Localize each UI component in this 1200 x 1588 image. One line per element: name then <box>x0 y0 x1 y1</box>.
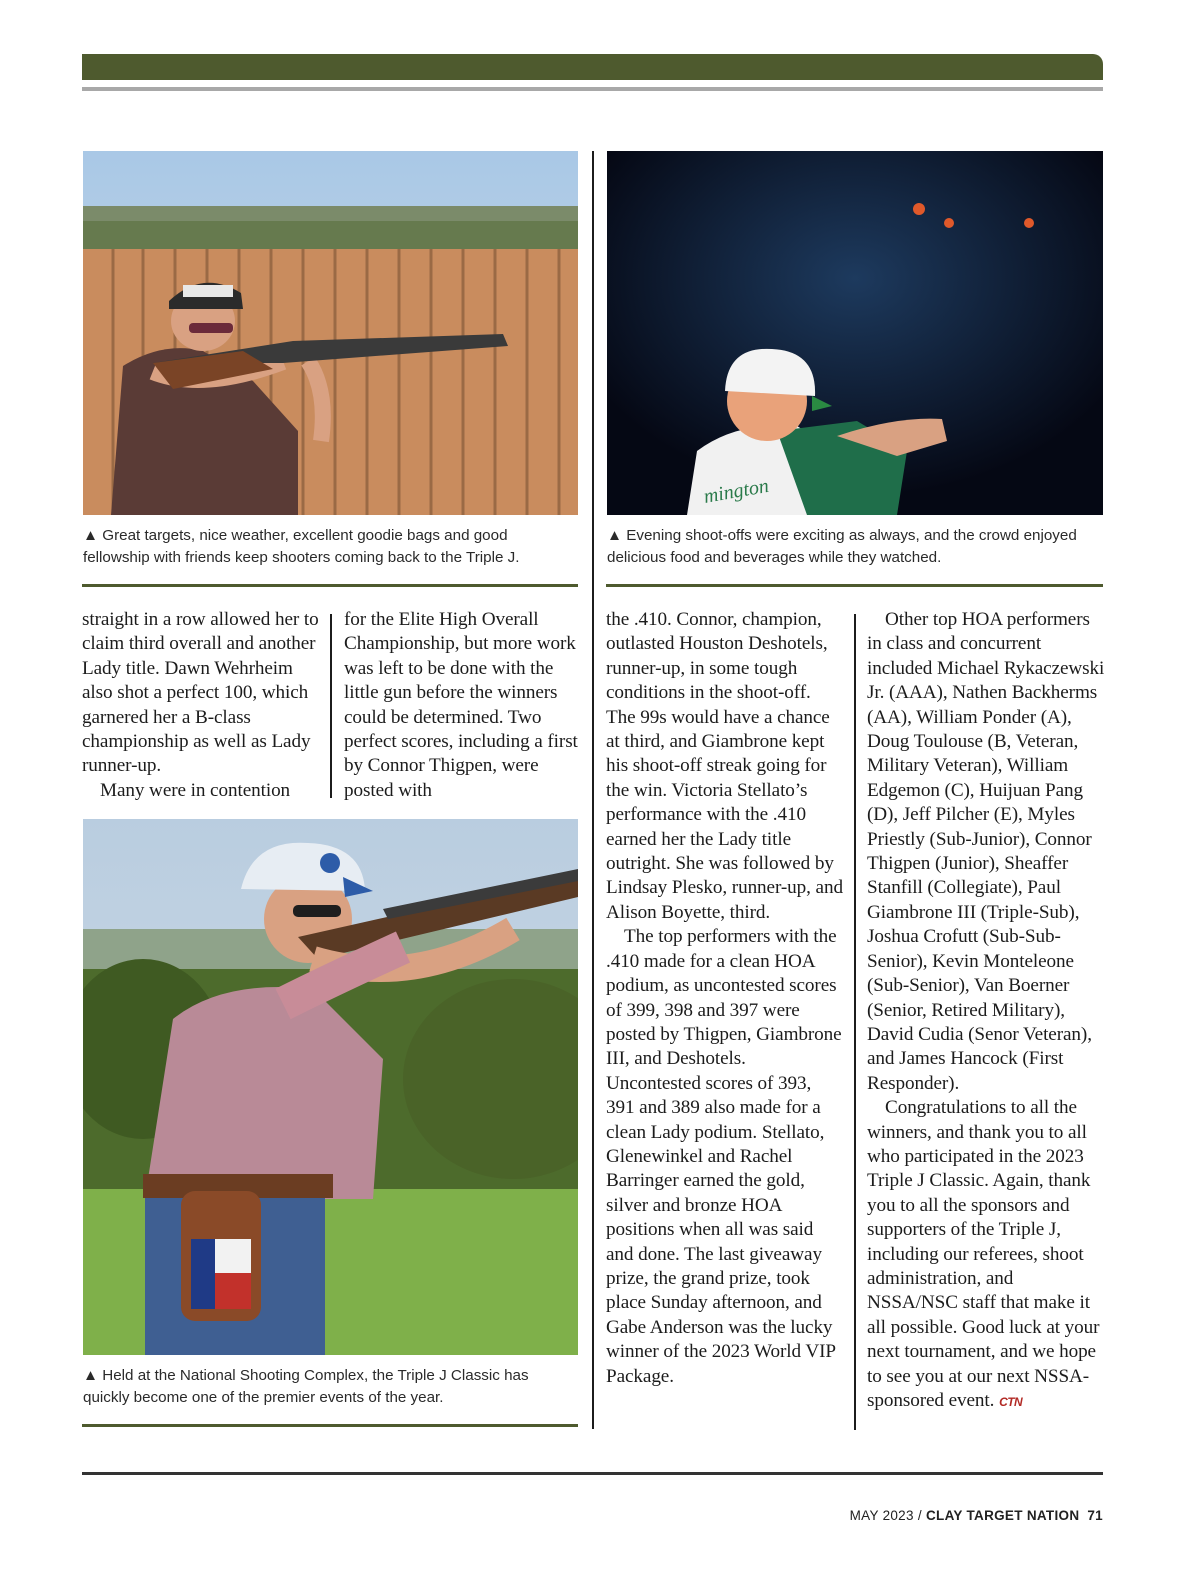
column-divider-center <box>592 151 594 1429</box>
footer-rule <box>82 1472 1103 1475</box>
page-footer <box>850 1508 1103 1523</box>
column-divider-3 <box>854 614 856 1430</box>
paragraph: the .410. Connor, champion, outlasted Houston Deshotels, runner-up, in some tough conditions in the shoot-off. The 99s would have a chance at third, and Giambrone kept his shoot-off streak going for the win. Victoria Stellato’s performance with the .410 earned her the Lady title outright. She was followed by Lindsay Plesko, runner-up, and Alison Boyette, third. <box>606 609 843 923</box>
paragraph: Many were in contention <box>100 779 291 801</box>
article-column-4 <box>867 608 1105 1414</box>
caption-rule-2 <box>606 584 1103 587</box>
paragraph: straight in a row allowed her to claim third overall and another Lady title. Dawn Wehrheim also shot a perfect 100, which garnered her a B-class championship as well as Lady runner-up. <box>82 609 319 777</box>
caption-rule-3 <box>82 1424 578 1427</box>
caption-photo-3: ▲ Held at the National Shooting Complex, the Triple J Classic has quickly become one of the premier events of the year. <box>83 1367 529 1406</box>
footer-magazine-name: CLAY TARGET NATION <box>925 1508 1080 1523</box>
photo-young-shooter <box>83 819 578 1355</box>
article-column-3 <box>606 608 844 1389</box>
header-bar <box>82 54 1103 80</box>
paragraph: for the Elite High Overall Championship, but more work was left to be done with the little gun before the winners could be determined. Two perfect scores, including a first by Connor Thigpen, were posted with <box>344 609 578 801</box>
column-divider-1 <box>330 614 332 798</box>
article-column-2 <box>344 608 579 803</box>
header-rule <box>82 87 1103 91</box>
closing-paragraph-text: Congratulations to all the winners, and thank you to all who participated in the 2023 Triple J Classic. Again, thank you to all the sponsors and supporters of the Triple J, including our referees, shoot administration, and NSSA/NSC staff that make it all possible. Good luck at your next tournament, and we hope to see you at our next NSSA-sponsored event. <box>867 1097 1100 1411</box>
photo-shooter-fence <box>83 151 578 515</box>
end-mark-logo: CTN <box>999 1395 1023 1409</box>
svg-text:mington: mington <box>702 474 771 508</box>
caption-photo-2: ▲ Evening shoot-offs were exciting as always, and the crowd enjoyed delicious food and beverages while they watched. <box>607 527 1077 566</box>
article-column-1 <box>82 608 322 803</box>
page-number: 71 <box>1087 1508 1103 1523</box>
caption-rule-1 <box>82 584 578 587</box>
footer-date: MAY 2023 / <box>849 1508 922 1523</box>
paragraph: The top performers with the .410 made for a clean HOA podium, as uncontested scores of 399, 398 and 397 were posted by Thigpen, Giambrone III, and Deshotels. Uncontested scores of 393, 391 and 389 also made for a clean Lady podium. Stellato, Glenewinkel and Rachel Barringer earned the gold, silver and bronze HOA positions when all was said and done. The last giveaway prize, the grand prize, took place Sunday afternoon, and Gabe Anderson was the lucky winner of the 2023 World VIP Package. <box>606 926 842 1387</box>
caption-photo-1: ▲ Great targets, nice weather, excellent goodie bags and good fellowship with friends keep shooters coming back to the Triple J. <box>83 527 520 566</box>
photo-evening-shootoff <box>607 151 1103 515</box>
paragraph: Other top HOA performers in class and concurrent included Michael Rykaczewski Jr. (AAA), Nathen Backherms (AA), William Ponder (A), Doug Toulouse (B, Veteran, Military Veteran), William Edgemon (C), Huijuan Pang (D), Jeff Pilcher (E), Myles Priestly (Sub-Junior), Connor Thigpen (Junior), Sheaffer Stanfill (Collegiate), Paul Giambrone III (Triple-Sub), Joshua Crofutt (Sub-Sub-Senior), Kevin Monteleone (Sub-Senior), Van Boerner (Senior, Retired Military), David Cudia (Senor Veteran), and James Hancock (First Responder). <box>867 609 1105 1094</box>
paragraph <box>867 1096 1105 1414</box>
